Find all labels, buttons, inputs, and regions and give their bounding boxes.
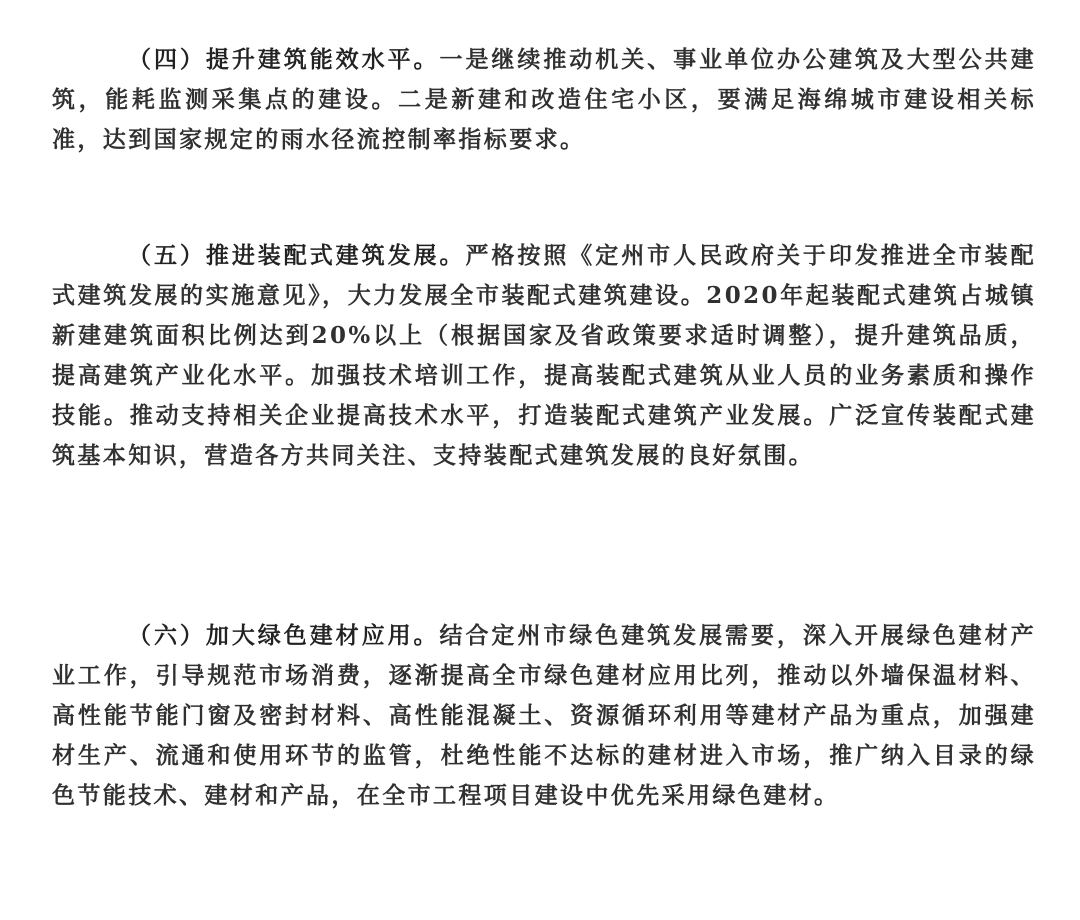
paragraph-5-text: 严格按照《定州市人民政府关于印发推进全市装配式建筑发展的实施意见》，大力发展全市装配式建筑建设。2020年起装配式建筑占城镇新建建筑面积比例达到20%以上（根据国家及省政策要求适时调整），提升建筑品质，提高建筑产业化水平。加强技术培训工作，提高装配式建筑从业人员的业务素质和操作技能。推动支持相关企业提高技术水平，打造装配式建筑产业发展。广泛宣传装配式建筑基本知识，营造各方共同关注、支持装配式建筑发展的良好氛围。 [52, 242, 1036, 469]
paragraph-6-green-building-materials [52, 616, 1036, 816]
paragraph-4-building-energy-efficiency [52, 40, 1036, 160]
paragraph-4-heading: （四）提升建筑能效水平。 [128, 46, 440, 73]
paragraph-5-heading: （五）推进装配式建筑发展。 [128, 242, 466, 269]
paragraph-6-heading: （六）加大绿色建材应用。 [128, 622, 440, 649]
paragraph-4-text: 一是继续推动机关、事业单位办公建筑及大型公共建筑，能耗监测采集点的建设。二是新建和改造住宅小区，要满足海绵城市建设相关标准，达到国家规定的雨水径流控制率指标要求。 [52, 46, 1036, 153]
paragraph-6-text: 结合定州市绿色建筑发展需要，深入开展绿色建材产业工作，引导规范市场消费，逐渐提高全市绿色建材应用比列，推动以外墙保温材料、高性能节能门窗及密封材料、高性能混凝土、资源循环利用等建材产品为重点，加强建材生产、流通和使用环节的监管，杜绝性能不达标的建材进入市场，推广纳入目录的绿色节能技术、建材和产品，在全市工程项目建设中优先采用绿色建材。 [52, 622, 1036, 809]
paragraph-5-prefabricated-building [52, 236, 1036, 476]
